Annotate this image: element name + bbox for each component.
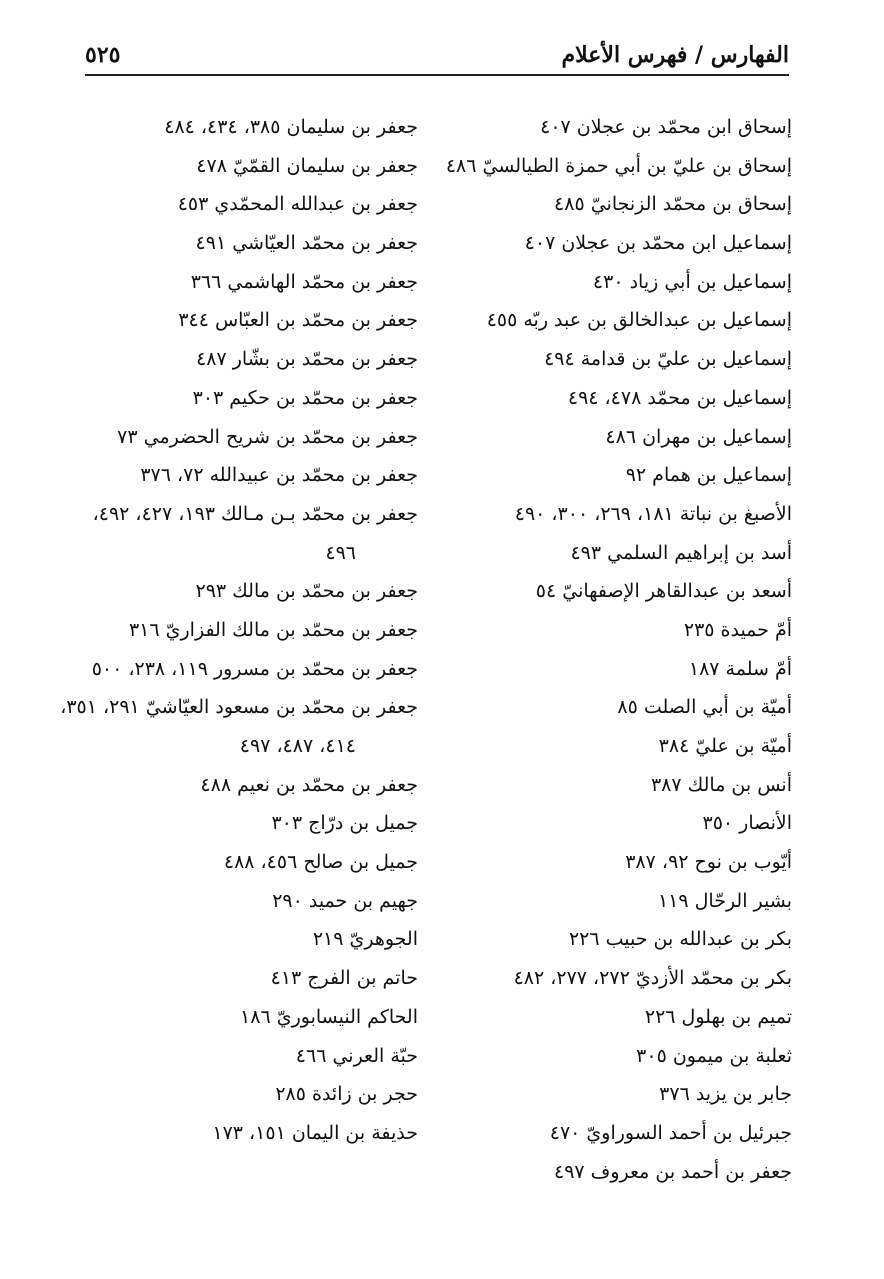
index-entry: الأنصار ٣٥٠: [702, 812, 792, 835]
index-entry: تميم بن بهلول ٢٢٦: [644, 1005, 792, 1028]
index-entry: ثعلبة بن ميمون ٣٠٥: [636, 1044, 792, 1067]
index-entry: جعفر بن محمّد الهاشمي ٣٦٦: [190, 270, 418, 293]
index-entry: إسحاق ابن محمّد بن عجلان ٤٠٧: [540, 116, 792, 138]
index-entry: أميّة بن أبي الصلت ٨٥: [617, 696, 792, 719]
index-entry: بكر بن عبدالله بن حبيب ٢٢٦: [568, 928, 792, 951]
index-entry: بكر بن محمّد الأزديّ ٢٧٢، ٢٧٧، ٤٨٢: [513, 967, 792, 990]
index-entry: أسعد بن عبدالقاهر الإصفهانيّ ٥٤: [535, 580, 792, 603]
index-entry: حاتم بن الفرج ٤١٣: [270, 967, 418, 990]
index-entry: إسماعيل بن همام ٩٢: [625, 464, 792, 487]
index-entry: حذيفة بن اليمان ١٥١، ١٧٣: [212, 1121, 418, 1144]
index-entry: جهيم بن حميد ٢٩٠: [272, 889, 418, 912]
running-title: الفهارس / فهرس الأعلام: [561, 42, 789, 68]
index-entry: جعفر بن سليمان ٣٨٥، ٤٣٤، ٤٨٤: [164, 116, 418, 138]
index-entry: جعفر بن محمّد العيّاشي ٤٩١: [195, 232, 418, 255]
index-column-right: [445, 108, 792, 1191]
index-entry-continuation: ٤٩٦: [325, 541, 356, 564]
index-entry: جعفر بن سليمان القمّيّ ٤٧٨: [196, 154, 418, 177]
index-entry: أيّوب بن نوح ٩٢، ٣٨٧: [625, 851, 792, 874]
index-entry: حجر بن زائدة ٢٨٥: [275, 1083, 418, 1106]
page-header: [85, 40, 789, 76]
index-entry: إسماعيل ابن محمّد بن عجلان ٤٠٧: [524, 232, 792, 255]
index-entry: جميل بن صالح ٤٥٦، ٤٨٨: [223, 851, 418, 874]
index-entry: إسماعيل بن مهران ٤٨٦: [605, 425, 792, 448]
index-entry: جعفر بن محمّد بن مسرور ١١٩، ٢٣٨، ٥٠٠: [91, 657, 418, 680]
index-entry: جعفر بن محمّد بن العبّاس ٣٤٤: [178, 309, 418, 332]
index-entry: إسحاق بن محمّد الزنجانيّ ٤٨٥: [554, 193, 792, 216]
index-entry: جعفر بن أحمد بن معروف ٤٩٧: [553, 1160, 792, 1183]
index-entry: الجوهريّ ٢١٩: [312, 928, 418, 951]
index-entry: جعفر بن محمّد بن مسعود العيّاشيّ ٢٩١، ٣٥١،: [60, 696, 418, 719]
index-entry: جعفر بن محمّد بن عبيدالله ٧٢، ٣٧٦: [140, 464, 418, 487]
index-entry: جابر بن يزيد ٣٧٦: [659, 1083, 792, 1106]
index-entry: جميل بن درّاج ٣٠٣: [271, 812, 418, 835]
index-entry: حبّة العرني ٤٦٦: [295, 1044, 418, 1067]
page-number: ٥٢٥: [85, 42, 121, 68]
index-entry: إسحاق بن عليّ بن أبي حمزة الطيالسيّ ٤٨٦: [445, 154, 792, 177]
index-entry: إسماعيل بن أبي زياد ٤٣٠: [592, 270, 792, 293]
index-entry: جعفر بن محمّد بن نعيم ٤٨٨: [200, 773, 418, 796]
index-entry: جعفر بن محمّد بن حكيم ٣٠٣: [192, 386, 418, 409]
index-entry: أمّ حميدة ٢٣٥: [683, 618, 792, 641]
index-entry: الأصبغ بن نباتة ١٨١، ٢٦٩، ٣٠٠، ٤٩٠: [514, 502, 792, 525]
index-entry: أمّ سلمة ١٨٧: [688, 657, 792, 680]
index-entry: أميّة بن عليّ ٣٨٤: [658, 735, 792, 757]
index-entry: أسد بن إبراهيم السلمي ٤٩٣: [570, 541, 792, 564]
index-entry: جعفر بن محمّد بن بشّار ٤٨٧: [196, 348, 418, 371]
index-entry: بشير الرحّال ١١٩: [657, 889, 792, 912]
index-entry: جعفر بن محمّد بـن مـالك ١٩٣، ٤٢٧، ٤٩٢،: [92, 502, 418, 525]
index-entry: الحاكم النيسابوريّ ١٨٦: [240, 1005, 418, 1028]
index-entry: جعفر بن محمّد بن شريح الحضرمي ٧٣: [117, 425, 418, 448]
index-entry: جعفر بن محمّد بن مالك ٢٩٣: [195, 580, 418, 603]
index-entry: إسماعيل بن محمّد ٤٧٨، ٤٩٤: [567, 386, 792, 409]
index-entry: إسماعيل بن عليّ بن قدامة ٤٩٤: [544, 348, 792, 371]
index-entry: جبرئيل بن أحمد السوراويّ ٤٧٠: [549, 1121, 792, 1144]
index-entry-continuation: ٤١٤، ٤٨٧، ٤٩٧: [239, 735, 356, 757]
index-entry: أنس بن مالك ٣٨٧: [650, 773, 792, 796]
index-entry: إسماعيل بن عبدالخالق بن عبد ربّه ٤٥٥: [486, 309, 792, 332]
index-column-left: [60, 108, 418, 1153]
index-entry: جعفر بن محمّد بن مالك الفزاريّ ٣١٦: [128, 618, 418, 641]
index-entry: جعفر بن عبدالله المحمّدي ٤٥٣: [177, 193, 418, 216]
